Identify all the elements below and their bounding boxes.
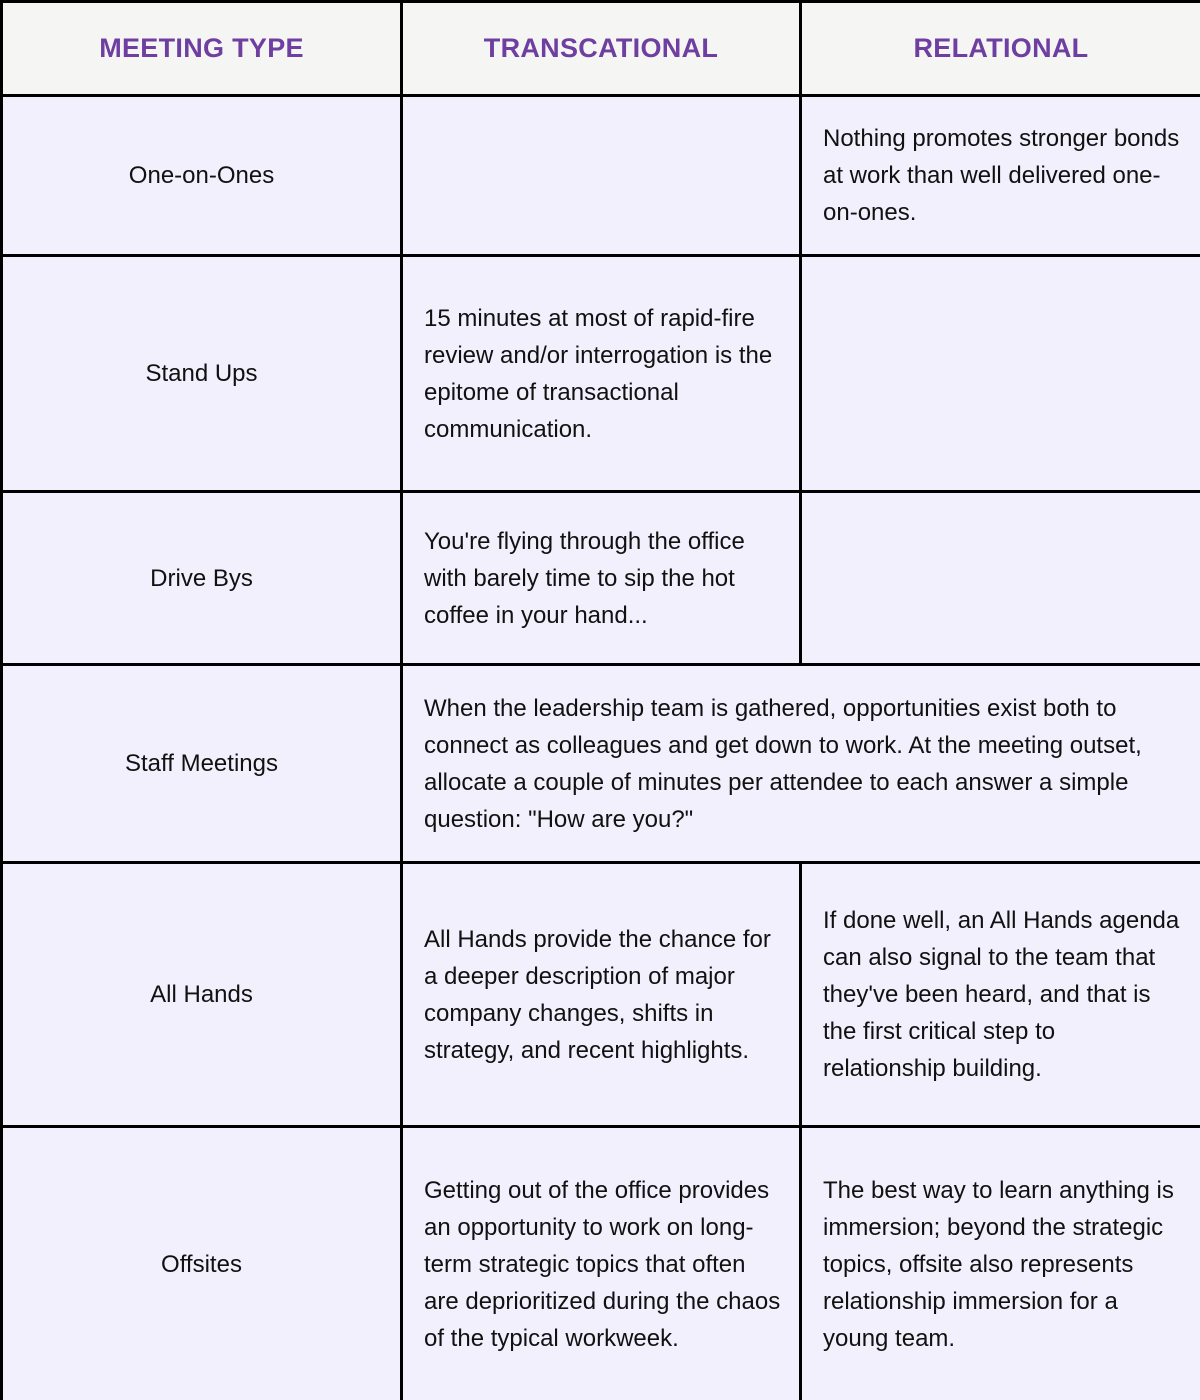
table-header-row xyxy=(2,2,1200,96)
relational-cell xyxy=(801,492,1200,665)
table-row xyxy=(2,863,1200,1127)
meeting-type-cell: Staff Meetings xyxy=(2,665,402,863)
header-meeting-type: MEETING TYPE xyxy=(2,2,402,96)
transactional-cell: 15 minutes at most of rapid-fire review and/or interrogation is the epitome of transactional communication. xyxy=(402,256,801,492)
relational-cell: Nothing promotes stronger bonds at work than well delivered one-on-ones. xyxy=(801,96,1200,256)
relational-cell: If done well, an All Hands agenda can also signal to the team that they've been heard, and that is the first critical step to relationship building. xyxy=(801,863,1200,1127)
table-row xyxy=(2,256,1200,492)
table-row xyxy=(2,492,1200,665)
relational-cell: The best way to learn anything is immersion; beyond the strategic topics, offsite also represents relationship immersion for a young team. xyxy=(801,1127,1200,1400)
relational-cell xyxy=(801,256,1200,492)
meeting-type-cell: Stand Ups xyxy=(2,256,402,492)
transactional-cell: You're flying through the office with barely time to sip the hot coffee in your hand... xyxy=(402,492,801,665)
transactional-cell: Getting out of the office provides an opportunity to work on long-term strategic topics that often are deprioritized during the chaos of the typical workweek. xyxy=(402,1127,801,1400)
table-row xyxy=(2,1127,1200,1400)
combined-description-cell: When the leadership team is gathered, opportunities exist both to connect as colleagues and get down to work. At the meeting outset, allocate a couple of minutes per attendee to each answer a simple question: "How are you?" xyxy=(402,665,1200,863)
meeting-type-cell: One-on-Ones xyxy=(2,96,402,256)
header-relational: RELATIONAL xyxy=(801,2,1200,96)
header-transactional: TRANSCATIONAL xyxy=(402,2,801,96)
table-row xyxy=(2,665,1200,863)
meeting-type-cell: All Hands xyxy=(2,863,402,1127)
meeting-type-cell: Drive Bys xyxy=(2,492,402,665)
transactional-cell: All Hands provide the chance for a deeper description of major company changes, shifts in strategy, and recent highlights. xyxy=(402,863,801,1127)
table-row xyxy=(2,96,1200,256)
meeting-type-cell: Offsites xyxy=(2,1127,402,1400)
transactional-cell xyxy=(402,96,801,256)
